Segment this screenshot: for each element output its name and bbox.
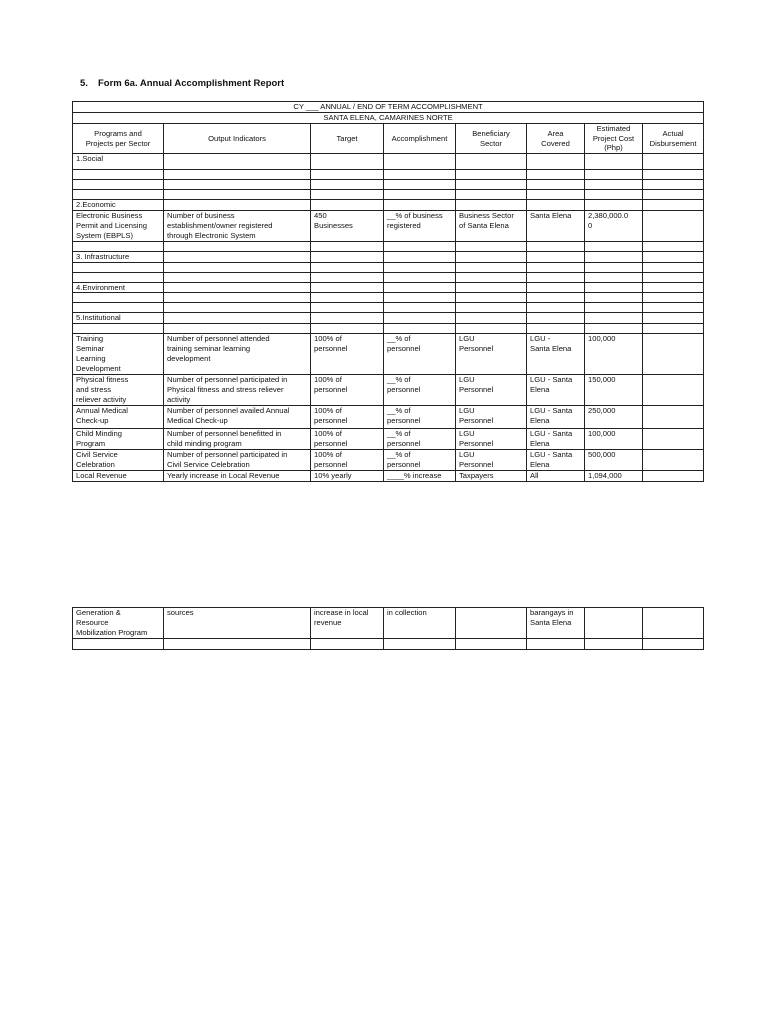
table-cell: Child Minding Program bbox=[73, 428, 164, 449]
table-cell bbox=[527, 241, 585, 251]
table-row bbox=[73, 170, 704, 180]
table-cell bbox=[384, 154, 456, 170]
table-cell bbox=[164, 262, 311, 272]
table-cell: 100,000 bbox=[585, 428, 643, 449]
heading-title: Form 6a. Annual Accomplishment Report bbox=[98, 78, 285, 89]
table-cell bbox=[527, 180, 585, 190]
table-cell bbox=[527, 200, 585, 211]
table-cell bbox=[527, 251, 585, 262]
table-row bbox=[73, 449, 704, 470]
table-cell: Yearly increase in Local Revenue bbox=[164, 470, 311, 481]
table-cell: 100% of personnel bbox=[311, 428, 384, 449]
table-cell bbox=[643, 313, 704, 324]
table-cell bbox=[456, 293, 527, 303]
table-row bbox=[73, 200, 704, 211]
table-cell bbox=[311, 190, 384, 200]
column-header: Target bbox=[311, 123, 384, 154]
table-row bbox=[73, 262, 704, 272]
table-cell bbox=[643, 638, 704, 649]
table-cell bbox=[527, 303, 585, 313]
table-cell bbox=[456, 200, 527, 211]
table-cell: 100% of personnel bbox=[311, 405, 384, 428]
table-cell: All bbox=[527, 470, 585, 481]
table-cell bbox=[384, 282, 456, 293]
column-header: Actual Disbursement bbox=[643, 123, 704, 154]
table-cell bbox=[456, 313, 527, 324]
column-header: Beneficiary Sector bbox=[456, 123, 527, 154]
table-cell bbox=[384, 180, 456, 190]
table-cell bbox=[73, 241, 164, 251]
table-cell: 100% of personnel bbox=[311, 375, 384, 406]
table-cell bbox=[456, 170, 527, 180]
table-cell: 500,000 bbox=[585, 449, 643, 470]
table-cell bbox=[585, 180, 643, 190]
table-cell bbox=[643, 200, 704, 211]
table-cell: Taxpayers bbox=[456, 470, 527, 481]
table-cell: 2.Economic bbox=[73, 200, 164, 211]
accomplishment-table-continued bbox=[72, 607, 704, 650]
table-cell: Number of personnel attended training seminar learning development bbox=[164, 334, 311, 375]
table-cell: Number of personnel participated in Civil Service Celebration bbox=[164, 449, 311, 470]
table-cell: Physical fitness and stress reliever activity bbox=[73, 375, 164, 406]
table-cell bbox=[164, 282, 311, 293]
table-cell: 2,380,000.0 0 bbox=[585, 211, 643, 242]
table-cell bbox=[384, 170, 456, 180]
table-cell: LGU - Santa Elena bbox=[527, 449, 585, 470]
table-cell: __% of personnel bbox=[384, 428, 456, 449]
table-cell bbox=[643, 251, 704, 262]
table-cell: 100% of personnel bbox=[311, 449, 384, 470]
table-row bbox=[73, 241, 704, 251]
table-cell bbox=[164, 190, 311, 200]
table-cell: __% of personnel bbox=[384, 375, 456, 406]
table-cell bbox=[585, 324, 643, 334]
table-cell bbox=[643, 241, 704, 251]
table-cell bbox=[585, 313, 643, 324]
table-cell bbox=[73, 180, 164, 190]
table-cell bbox=[527, 262, 585, 272]
column-header: Area Covered bbox=[527, 123, 585, 154]
table-cell bbox=[585, 303, 643, 313]
table-cell bbox=[311, 303, 384, 313]
column-header: Output Indicators bbox=[164, 123, 311, 154]
table-cell: Number of personnel benefitted in child minding program bbox=[164, 428, 311, 449]
table-cell bbox=[527, 293, 585, 303]
table-row bbox=[73, 324, 704, 334]
table-cell bbox=[384, 638, 456, 649]
table-cell: Training Seminar Learning Development bbox=[73, 334, 164, 375]
table-cell bbox=[311, 313, 384, 324]
table-cell bbox=[164, 251, 311, 262]
table-row bbox=[73, 313, 704, 324]
table-cell: __% of personnel bbox=[384, 334, 456, 375]
table-cell: 3. Infrastructure bbox=[73, 251, 164, 262]
table-cell bbox=[585, 251, 643, 262]
table-cell bbox=[585, 608, 643, 639]
table-cell bbox=[585, 272, 643, 282]
table-row bbox=[73, 211, 704, 242]
table-cell bbox=[384, 313, 456, 324]
table-cell: Santa Elena bbox=[527, 211, 585, 242]
table-cell: Number of personnel availed Annual Medical Check-up bbox=[164, 405, 311, 428]
table-cell: Civil Service Celebration bbox=[73, 449, 164, 470]
table-cell: in collection bbox=[384, 608, 456, 639]
table-cell: LGU - Santa Elena bbox=[527, 375, 585, 406]
table-cell bbox=[311, 324, 384, 334]
table-cell bbox=[311, 262, 384, 272]
banner-row-1 bbox=[73, 102, 704, 113]
table-cell bbox=[643, 170, 704, 180]
table-cell bbox=[384, 272, 456, 282]
accomplishment-table bbox=[72, 101, 704, 482]
table-cell bbox=[311, 282, 384, 293]
table-row bbox=[73, 405, 704, 428]
table-cell bbox=[527, 154, 585, 170]
table-cell bbox=[527, 190, 585, 200]
table-cell bbox=[311, 272, 384, 282]
table-cell: 150,000 bbox=[585, 375, 643, 406]
table-cell bbox=[164, 170, 311, 180]
table-cell bbox=[585, 200, 643, 211]
table-cell: LGU Personnel bbox=[456, 405, 527, 428]
table-cell: __% of business registered bbox=[384, 211, 456, 242]
table-cell: Annual Medical Check-up bbox=[73, 405, 164, 428]
table-cell bbox=[527, 313, 585, 324]
table-cell bbox=[384, 190, 456, 200]
table-cell: barangays in Santa Elena bbox=[527, 608, 585, 639]
table-cell bbox=[643, 211, 704, 242]
table-cell bbox=[585, 190, 643, 200]
table-cell: ____% increase bbox=[384, 470, 456, 481]
table-cell: 100% of personnel bbox=[311, 334, 384, 375]
table-cell bbox=[164, 180, 311, 190]
header-row bbox=[73, 123, 704, 154]
table-cell: 5.Institutional bbox=[73, 313, 164, 324]
table-cell bbox=[384, 293, 456, 303]
table-cell bbox=[643, 262, 704, 272]
table-row bbox=[73, 251, 704, 262]
table-cell: LGU - Santa Elena bbox=[527, 405, 585, 428]
table-cell bbox=[456, 272, 527, 282]
table-cell bbox=[384, 200, 456, 211]
table-cell bbox=[643, 405, 704, 428]
banner-line-1: CY ___ ANNUAL / END OF TERM ACCOMPLISHMENT bbox=[73, 102, 704, 113]
table-cell bbox=[643, 190, 704, 200]
table-row bbox=[73, 282, 704, 293]
table-cell bbox=[311, 241, 384, 251]
table-cell bbox=[311, 293, 384, 303]
table-cell bbox=[643, 282, 704, 293]
table-cell bbox=[585, 262, 643, 272]
table-cell bbox=[311, 251, 384, 262]
table-row bbox=[73, 154, 704, 170]
table-cell bbox=[585, 638, 643, 649]
table-cell: 450 Businesses bbox=[311, 211, 384, 242]
table-cell: Local Revenue bbox=[73, 470, 164, 481]
table-cell bbox=[585, 293, 643, 303]
table-cell: 250,000 bbox=[585, 405, 643, 428]
table-cell bbox=[643, 303, 704, 313]
table-cell: LGU Personnel bbox=[456, 449, 527, 470]
table-row bbox=[73, 190, 704, 200]
table-cell bbox=[643, 324, 704, 334]
table-row bbox=[73, 608, 704, 639]
table-cell bbox=[311, 180, 384, 190]
table-cell bbox=[585, 170, 643, 180]
table-row bbox=[73, 293, 704, 303]
table-cell bbox=[73, 303, 164, 313]
table-cell: Business Sector of Santa Elena bbox=[456, 211, 527, 242]
table-cell: 100,000 bbox=[585, 334, 643, 375]
table-cell: Electronic Business Permit and Licensing System (EBPLS) bbox=[73, 211, 164, 242]
table-cell bbox=[164, 303, 311, 313]
table-cell bbox=[164, 324, 311, 334]
banner-row-2 bbox=[73, 112, 704, 123]
table-row bbox=[73, 272, 704, 282]
table-cell bbox=[527, 638, 585, 649]
table-cell: 1.Social bbox=[73, 154, 164, 170]
table-cell: LGU Personnel bbox=[456, 375, 527, 406]
table-cell bbox=[643, 334, 704, 375]
table-cell bbox=[73, 262, 164, 272]
table-cell bbox=[384, 324, 456, 334]
table-cell bbox=[643, 428, 704, 449]
table-cell bbox=[384, 251, 456, 262]
table-cell bbox=[643, 180, 704, 190]
table-cell bbox=[384, 303, 456, 313]
table-cell bbox=[585, 154, 643, 170]
table-cell bbox=[527, 324, 585, 334]
table-cell bbox=[585, 241, 643, 251]
table-cell bbox=[643, 293, 704, 303]
table-cell bbox=[643, 375, 704, 406]
table-cell bbox=[643, 154, 704, 170]
table-cell bbox=[456, 190, 527, 200]
table-cell bbox=[527, 272, 585, 282]
table-cell bbox=[311, 200, 384, 211]
table-cell bbox=[164, 241, 311, 251]
table-cell bbox=[643, 608, 704, 639]
table-cell bbox=[456, 324, 527, 334]
form-heading bbox=[80, 78, 284, 89]
table-cell bbox=[73, 272, 164, 282]
table-cell: LGU - Santa Elena bbox=[527, 428, 585, 449]
table-cell: LGU - Santa Elena bbox=[527, 334, 585, 375]
table-cell: 4.Environment bbox=[73, 282, 164, 293]
table-cell: 10% yearly bbox=[311, 470, 384, 481]
table-cell bbox=[456, 303, 527, 313]
banner-line-2: SANTA ELENA, CAMARINES NORTE bbox=[73, 112, 704, 123]
table-cell: Generation & Resource Mobilization Program bbox=[73, 608, 164, 639]
table-cell bbox=[164, 638, 311, 649]
table-cell bbox=[456, 262, 527, 272]
heading-number: 5. bbox=[80, 78, 88, 89]
table-cell bbox=[73, 170, 164, 180]
table-cell bbox=[164, 200, 311, 211]
column-header: Estimated Project Cost (Php) bbox=[585, 123, 643, 154]
table-cell bbox=[527, 282, 585, 293]
column-header: Programs and Projects per Sector bbox=[73, 123, 164, 154]
table-row bbox=[73, 638, 704, 649]
table-cell bbox=[456, 241, 527, 251]
table-cell bbox=[527, 170, 585, 180]
table-cell bbox=[164, 154, 311, 170]
table-row bbox=[73, 470, 704, 481]
table-cell bbox=[73, 190, 164, 200]
table-cell bbox=[585, 282, 643, 293]
table-cell bbox=[164, 313, 311, 324]
table-cell: increase in local revenue bbox=[311, 608, 384, 639]
table-cell bbox=[643, 470, 704, 481]
table-cell bbox=[311, 170, 384, 180]
table-cell bbox=[164, 293, 311, 303]
table-cell bbox=[384, 262, 456, 272]
table-cell bbox=[311, 638, 384, 649]
table-cell bbox=[456, 638, 527, 649]
table-cell bbox=[164, 272, 311, 282]
table-cell bbox=[643, 272, 704, 282]
table-cell bbox=[456, 282, 527, 293]
table-cell: sources bbox=[164, 608, 311, 639]
table-cell bbox=[73, 638, 164, 649]
table-row bbox=[73, 375, 704, 406]
table-cell: LGU Personnel bbox=[456, 428, 527, 449]
table-cell bbox=[456, 154, 527, 170]
table-cell bbox=[384, 241, 456, 251]
table-cell: __% of personnel bbox=[384, 449, 456, 470]
table-cell bbox=[643, 449, 704, 470]
table-cell: Number of business establishment/owner registered through Electronic System bbox=[164, 211, 311, 242]
table-row bbox=[73, 303, 704, 313]
table-cell: LGU Personnel bbox=[456, 334, 527, 375]
table-row bbox=[73, 428, 704, 449]
table-cell bbox=[311, 154, 384, 170]
table-cell bbox=[73, 324, 164, 334]
table-cell bbox=[456, 180, 527, 190]
table-cell: Number of personnel participated in Physical fitness and stress reliever activity bbox=[164, 375, 311, 406]
table-row bbox=[73, 334, 704, 375]
column-header: Accomplishment bbox=[384, 123, 456, 154]
table-cell bbox=[456, 608, 527, 639]
table-cell: __% of personnel bbox=[384, 405, 456, 428]
table-cell bbox=[73, 293, 164, 303]
table-row bbox=[73, 180, 704, 190]
table-cell: 1,094,000 bbox=[585, 470, 643, 481]
table-cell bbox=[456, 251, 527, 262]
